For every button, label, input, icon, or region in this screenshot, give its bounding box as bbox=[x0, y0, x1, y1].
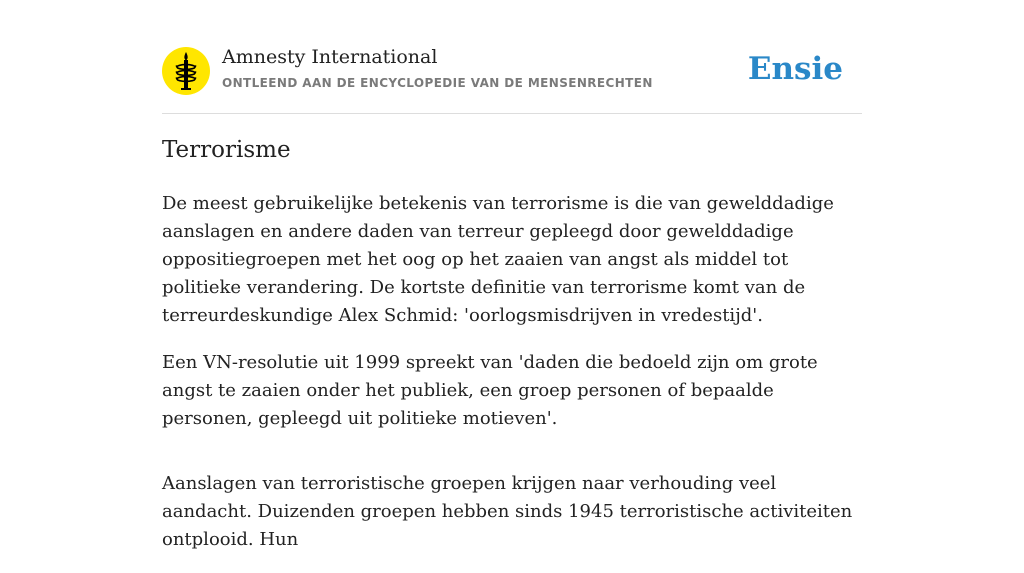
source-subtitle: ONTLEEND AAN DE ENCYCLOPEDIE VAN DE MENSENRECHTEN bbox=[222, 76, 653, 90]
article-body bbox=[162, 190, 868, 573]
paragraph: De meest gebruikelijke betekenis van terrorisme is die van gewelddadige aanslagen en andere daden van terreur gepleegd door gewelddadige oppositiegroepen met het oog op het zaaien van angst als middel tot politieke verandering. De kortste definitie van terrorisme komt van de terreurdeskundige Alex Schmid: 'oorlogsmisdrijven in vredestijd'. bbox=[162, 193, 834, 326]
paragraph: Een VN-resolutie uit 1999 spreekt van 'daden die bedoeld zijn om grote angst te zaaien onder het publiek, een groep personen of bepaalde personen, gepleegd uit politieke motieven'. bbox=[162, 352, 818, 429]
org-name[interactable]: Amnesty International bbox=[222, 46, 438, 68]
candle-barbed-wire-icon bbox=[162, 47, 210, 95]
paragraph: Aanslagen van terroristische groepen krijgen naar verhouding veel aandacht. Duizenden groepen hebben sinds 1945 terroristische activiteiten ontplooid. Hun bbox=[162, 473, 853, 550]
amnesty-logo[interactable] bbox=[162, 47, 210, 95]
ensie-logo[interactable]: Ensie bbox=[747, 51, 843, 87]
article-title: Terrorisme bbox=[162, 137, 291, 163]
header bbox=[162, 45, 862, 114]
